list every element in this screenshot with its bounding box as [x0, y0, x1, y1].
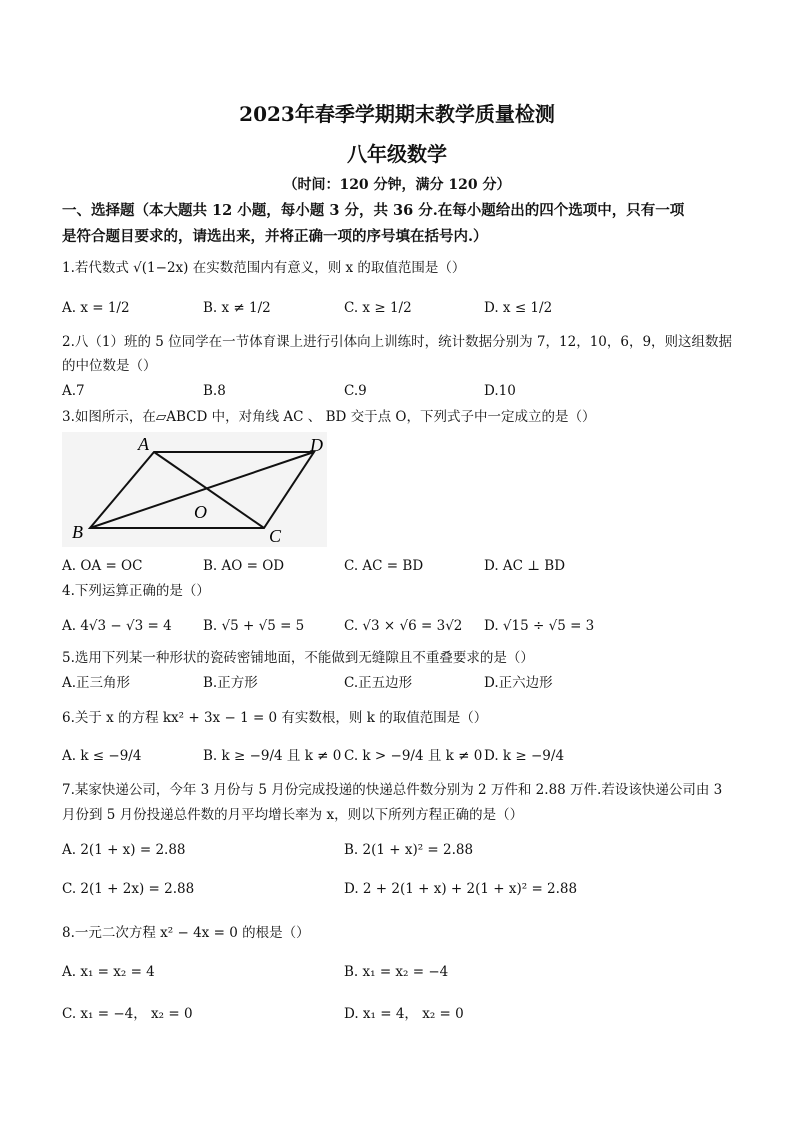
- question-7-stem-line-2: 月份到 5 月份投递总件数的月平均增长率为 x，则以下所列方程正确的是（）: [62, 807, 524, 823]
- section-heading: [62, 198, 742, 250]
- question-6-option-b[interactable]: B. k ≥ −9/4 且 k ≠ 0: [203, 748, 342, 764]
- question-4-option-b[interactable]: B. √5 + √5 = 5: [203, 618, 305, 634]
- question-5-option-c[interactable]: C.正五边形: [344, 675, 413, 691]
- question-4-option-a[interactable]: A. 4√3 − √3 = 4: [62, 618, 172, 634]
- question-2-option-c[interactable]: C.9: [344, 383, 367, 399]
- question-4-option-c[interactable]: C. √3 × √6 = 3√2: [344, 618, 463, 634]
- question-2-option-b[interactable]: B.8: [203, 383, 226, 399]
- section-heading-line-1: 一、选择题（本大题共 12 小题，每小题 3 分，共 36 分.在每小题给出的四个选项中，只有一项: [62, 202, 685, 219]
- question-3-option-c[interactable]: C. AC = BD: [344, 558, 424, 574]
- exam-subject: 八年级数学: [347, 142, 447, 166]
- question-7-option-a[interactable]: A. 2(1 + x) = 2.88: [62, 842, 186, 858]
- question-1-option-d[interactable]: D. x ≤ 1/2: [484, 300, 553, 316]
- question-2-option-d[interactable]: D.10: [484, 383, 516, 399]
- question-4-stem: 4.下列运算正确的是（）: [62, 583, 210, 599]
- question-5-option-b[interactable]: B.正方形: [203, 675, 258, 691]
- question-6-option-d[interactable]: D. k ≥ −9/4: [484, 748, 565, 764]
- vertex-label-d: D: [310, 435, 323, 455]
- question-3-option-b[interactable]: B. AO = OD: [203, 558, 285, 574]
- parallelogram-figure: [62, 432, 327, 547]
- question-2-option-a[interactable]: A.7: [62, 383, 85, 399]
- vertex-label-a: A: [138, 434, 149, 454]
- question-8-option-d[interactable]: D. x₁ = 4， x₂ = 0: [344, 1006, 464, 1022]
- question-7-option-d[interactable]: D. 2 + 2(1 + x) + 2(1 + x)² = 2.88: [344, 881, 578, 897]
- question-3-option-a[interactable]: A. OA = OC: [62, 558, 143, 574]
- question-6-option-a[interactable]: A. k ≤ −9/4: [62, 748, 142, 764]
- question-8-option-a[interactable]: A. x₁ = x₂ = 4: [62, 964, 155, 980]
- question-8-option-b[interactable]: B. x₁ = x₂ = −4: [344, 964, 449, 980]
- question-1-option-c[interactable]: C. x ≥ 1/2: [344, 300, 412, 316]
- question-1-stem: 1.若代数式 √(1−2x) 在实数范围内有意义，则 x 的取值范围是（）: [62, 260, 466, 276]
- question-8-option-c[interactable]: C. x₁ = −4， x₂ = 0: [62, 1006, 193, 1022]
- exam-title: 2023年春季学期期末教学质量检测: [239, 102, 555, 126]
- question-2-stem-line-1: 2.八（1）班的 5 位同学在一节体育课上进行引体向上训练时，统计数据分别为 7，12，10，6，9，则这组数据: [62, 334, 733, 350]
- question-4-option-d[interactable]: D. √15 ÷ √5 = 3: [484, 618, 595, 634]
- question-8-stem: 8.一元二次方程 x² − 4x = 0 的根是（）: [62, 925, 310, 941]
- exam-time-info: （时间：120 分钟，满分 120 分）: [283, 177, 511, 193]
- intersection-label-o: O: [194, 502, 207, 522]
- vertex-label-c: C: [269, 526, 282, 546]
- vertex-label-b: B: [72, 522, 83, 542]
- question-2-stem-line-2: 的中位数是（）: [62, 358, 157, 374]
- question-5-stem: 5.选用下列某一种形状的瓷砖密铺地面，不能做到无缝隙且不重叠要求的是（）: [62, 650, 534, 666]
- figure-background: [62, 432, 327, 547]
- question-5-option-d[interactable]: D.正六边形: [484, 675, 553, 691]
- question-6-stem: 6.关于 x 的方程 kx² + 3x − 1 = 0 有实数根，则 k 的取值范围是（）: [62, 710, 488, 726]
- question-3-stem: 3.如图所示，在▱ABCD 中，对角线 AC 、 BD 交于点 O，下列式子中一定成立的是（）: [62, 409, 596, 425]
- question-5-option-a[interactable]: A.正三角形: [62, 675, 131, 691]
- question-6-option-c[interactable]: C. k > −9/4 且 k ≠ 0: [344, 748, 483, 764]
- section-heading-line-2: 是符合题目要求的，请选出来，并将正确一项的序号填在括号内.）: [62, 228, 488, 245]
- question-7-stem-line-1: 7.某家快递公司，今年 3 月份与 5 月份完成投递的快递总件数分别为 2 万件和 2.88 万件.若设该快递公司由 3: [62, 782, 723, 798]
- question-7-option-b[interactable]: B. 2(1 + x)² = 2.88: [344, 842, 474, 858]
- question-1-option-a[interactable]: A. x = 1/2: [62, 300, 130, 316]
- question-7-option-c[interactable]: C. 2(1 + 2x) = 2.88: [62, 881, 195, 897]
- question-1-option-b[interactable]: B. x ≠ 1/2: [203, 300, 271, 316]
- question-3-option-d[interactable]: D. AC ⊥ BD: [484, 558, 566, 574]
